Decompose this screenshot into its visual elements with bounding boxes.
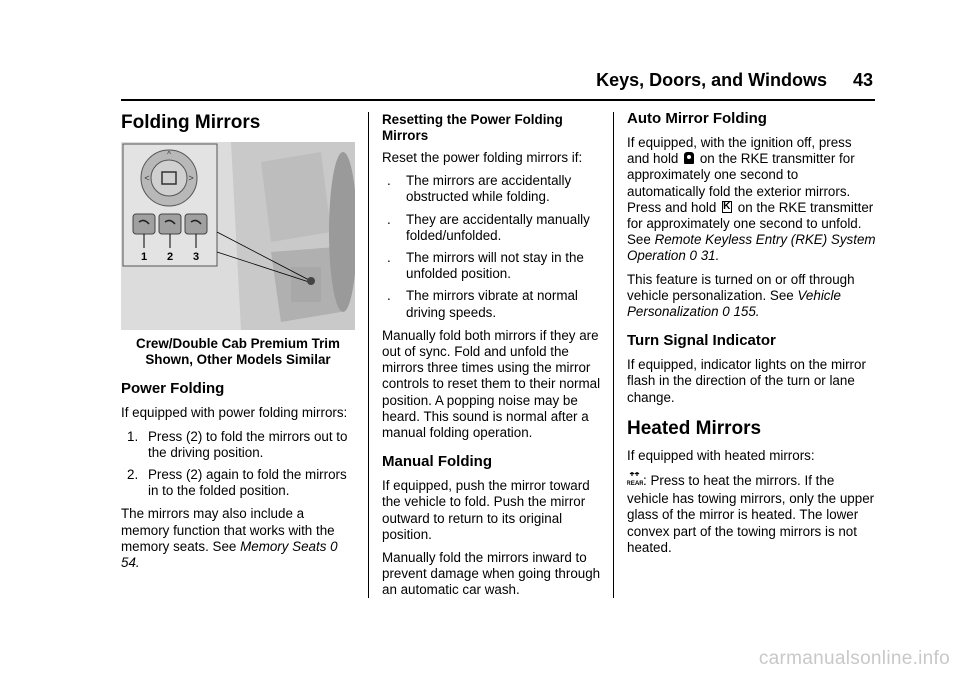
memory-paragraph: The mirrors may also include a memory function that works with the memory seats. See Memory Seats 0 54. (121, 506, 338, 571)
svg-text:>: > (188, 173, 194, 183)
power-folding-steps (121, 429, 355, 500)
rke-link[interactable]: Remote Keyless Entry (RKE) System Operation (627, 232, 876, 264)
list-item: . The mirrors are accidentally obstructed while folding. (387, 173, 572, 205)
list-item: 2. Press (2) again to fold the mirrors in to the folded position. (127, 467, 347, 499)
heading-resetting: Resetting the Power Folding Mirrors (382, 112, 563, 143)
column-1 (121, 108, 355, 578)
column-2 (382, 108, 610, 606)
vehicle-personalization-page: 0 155. (722, 304, 760, 320)
list-item: . They are accidentally manually folded/unfolded. (387, 211, 590, 243)
turn-signal-paragraph: If equipped, indicator lights on the mirror flash in the direction of the turn or lane change. (627, 357, 866, 405)
memory-seats-link[interactable]: Memory Seats (240, 538, 327, 554)
list-item: 1. Press (2) to fold the mirrors out to the driving position. (127, 428, 348, 460)
reset-conditions (382, 173, 610, 321)
page-number: 43 (852, 70, 873, 90)
auto-folding-paragraph: If equipped, with the ignition off, press and hold on the RKE transmitter for approximately one second to automatically fold the exterior mirrors. Press and hold K on the RKE transmitter for approximately one second to unfold. See Remote Keyless Entry (RKE) System Operation 0 31. (627, 135, 877, 265)
vehicle-personalization-link[interactable]: Vehicle Personalization (627, 287, 841, 320)
rear-defog-icon (627, 471, 643, 491)
power-folding-intro: If equipped with power folding mirrors: (121, 405, 348, 421)
header-rule (121, 99, 875, 101)
rke-unlock-icon (722, 201, 732, 213)
manual-paragraph-1: If equipped, push the mirror toward the vehicle to fold. Push the mirror outward to return to its original position. (382, 478, 590, 542)
section-title: Keys, Doors, and Windows (596, 70, 827, 90)
svg-text:^: ^ (167, 150, 171, 159)
memory-seats-page: 0 54. (121, 538, 338, 571)
reset-intro: Reset the power folding mirrors if: (382, 150, 583, 165)
personalization-paragraph: This feature is turned on or off through vehicle personalization. See Vehicle Personalization 0 155. (627, 271, 855, 320)
list-item: . The mirrors vibrate at normal driving speeds. (387, 288, 578, 320)
mirror-controls-figure (121, 142, 355, 330)
watermark: carmanualsonline.info (758, 648, 950, 669)
reset-paragraph: Manually fold both mirrors if they are out of sync. Fold and unfold the mirrors three times using the mirror controls to reset them to their normal position. A popping noise may be heard. This sound is normal after a manual folding operation. (382, 327, 601, 441)
manual-paragraph-2: Manually fold the mirrors inward to prevent damage when going through an automatic car wash. (382, 550, 601, 598)
figure-label-3: 3 (192, 251, 200, 263)
svg-text:REAR: REAR (627, 480, 643, 488)
heading-auto-mirror-folding: Auto Mirror Folding (627, 110, 767, 127)
rke-page: 0 31. (689, 248, 720, 264)
section-heading-folding-mirrors: Folding Mirrors (121, 112, 261, 133)
rke-lock-icon (684, 152, 694, 164)
heated-intro: If equipped with heated mirrors: (627, 447, 815, 463)
column-divider-2 (613, 112, 614, 598)
column-3 (627, 108, 877, 563)
list-item: . The mirrors will not stay in the unfolded position. (387, 250, 584, 282)
figure-label-2: 2 (166, 251, 174, 263)
svg-text:<: < (144, 173, 150, 183)
column-divider-1 (368, 112, 369, 598)
heated-paragraph: REAR : Press to heat the mirrors. If the vehicle has towing mirrors, only the upper glass of the mirror is heated. The lower convex part of the towing mirrors is not heated. (627, 473, 875, 555)
heading-power-folding: Power Folding (121, 380, 225, 398)
heading-manual-folding: Manual Folding (382, 453, 492, 471)
running-header (0, 70, 873, 91)
mirror-controls-illustration (121, 142, 355, 330)
heading-turn-signal: Turn Signal Indicator (627, 332, 776, 350)
heading-heated-mirrors: Heated Mirrors (627, 417, 762, 439)
figure-label-1: 1 (140, 251, 148, 263)
figure-caption: Crew/Double Cab Premium Trim Shown, Other Models Similar (136, 336, 340, 368)
